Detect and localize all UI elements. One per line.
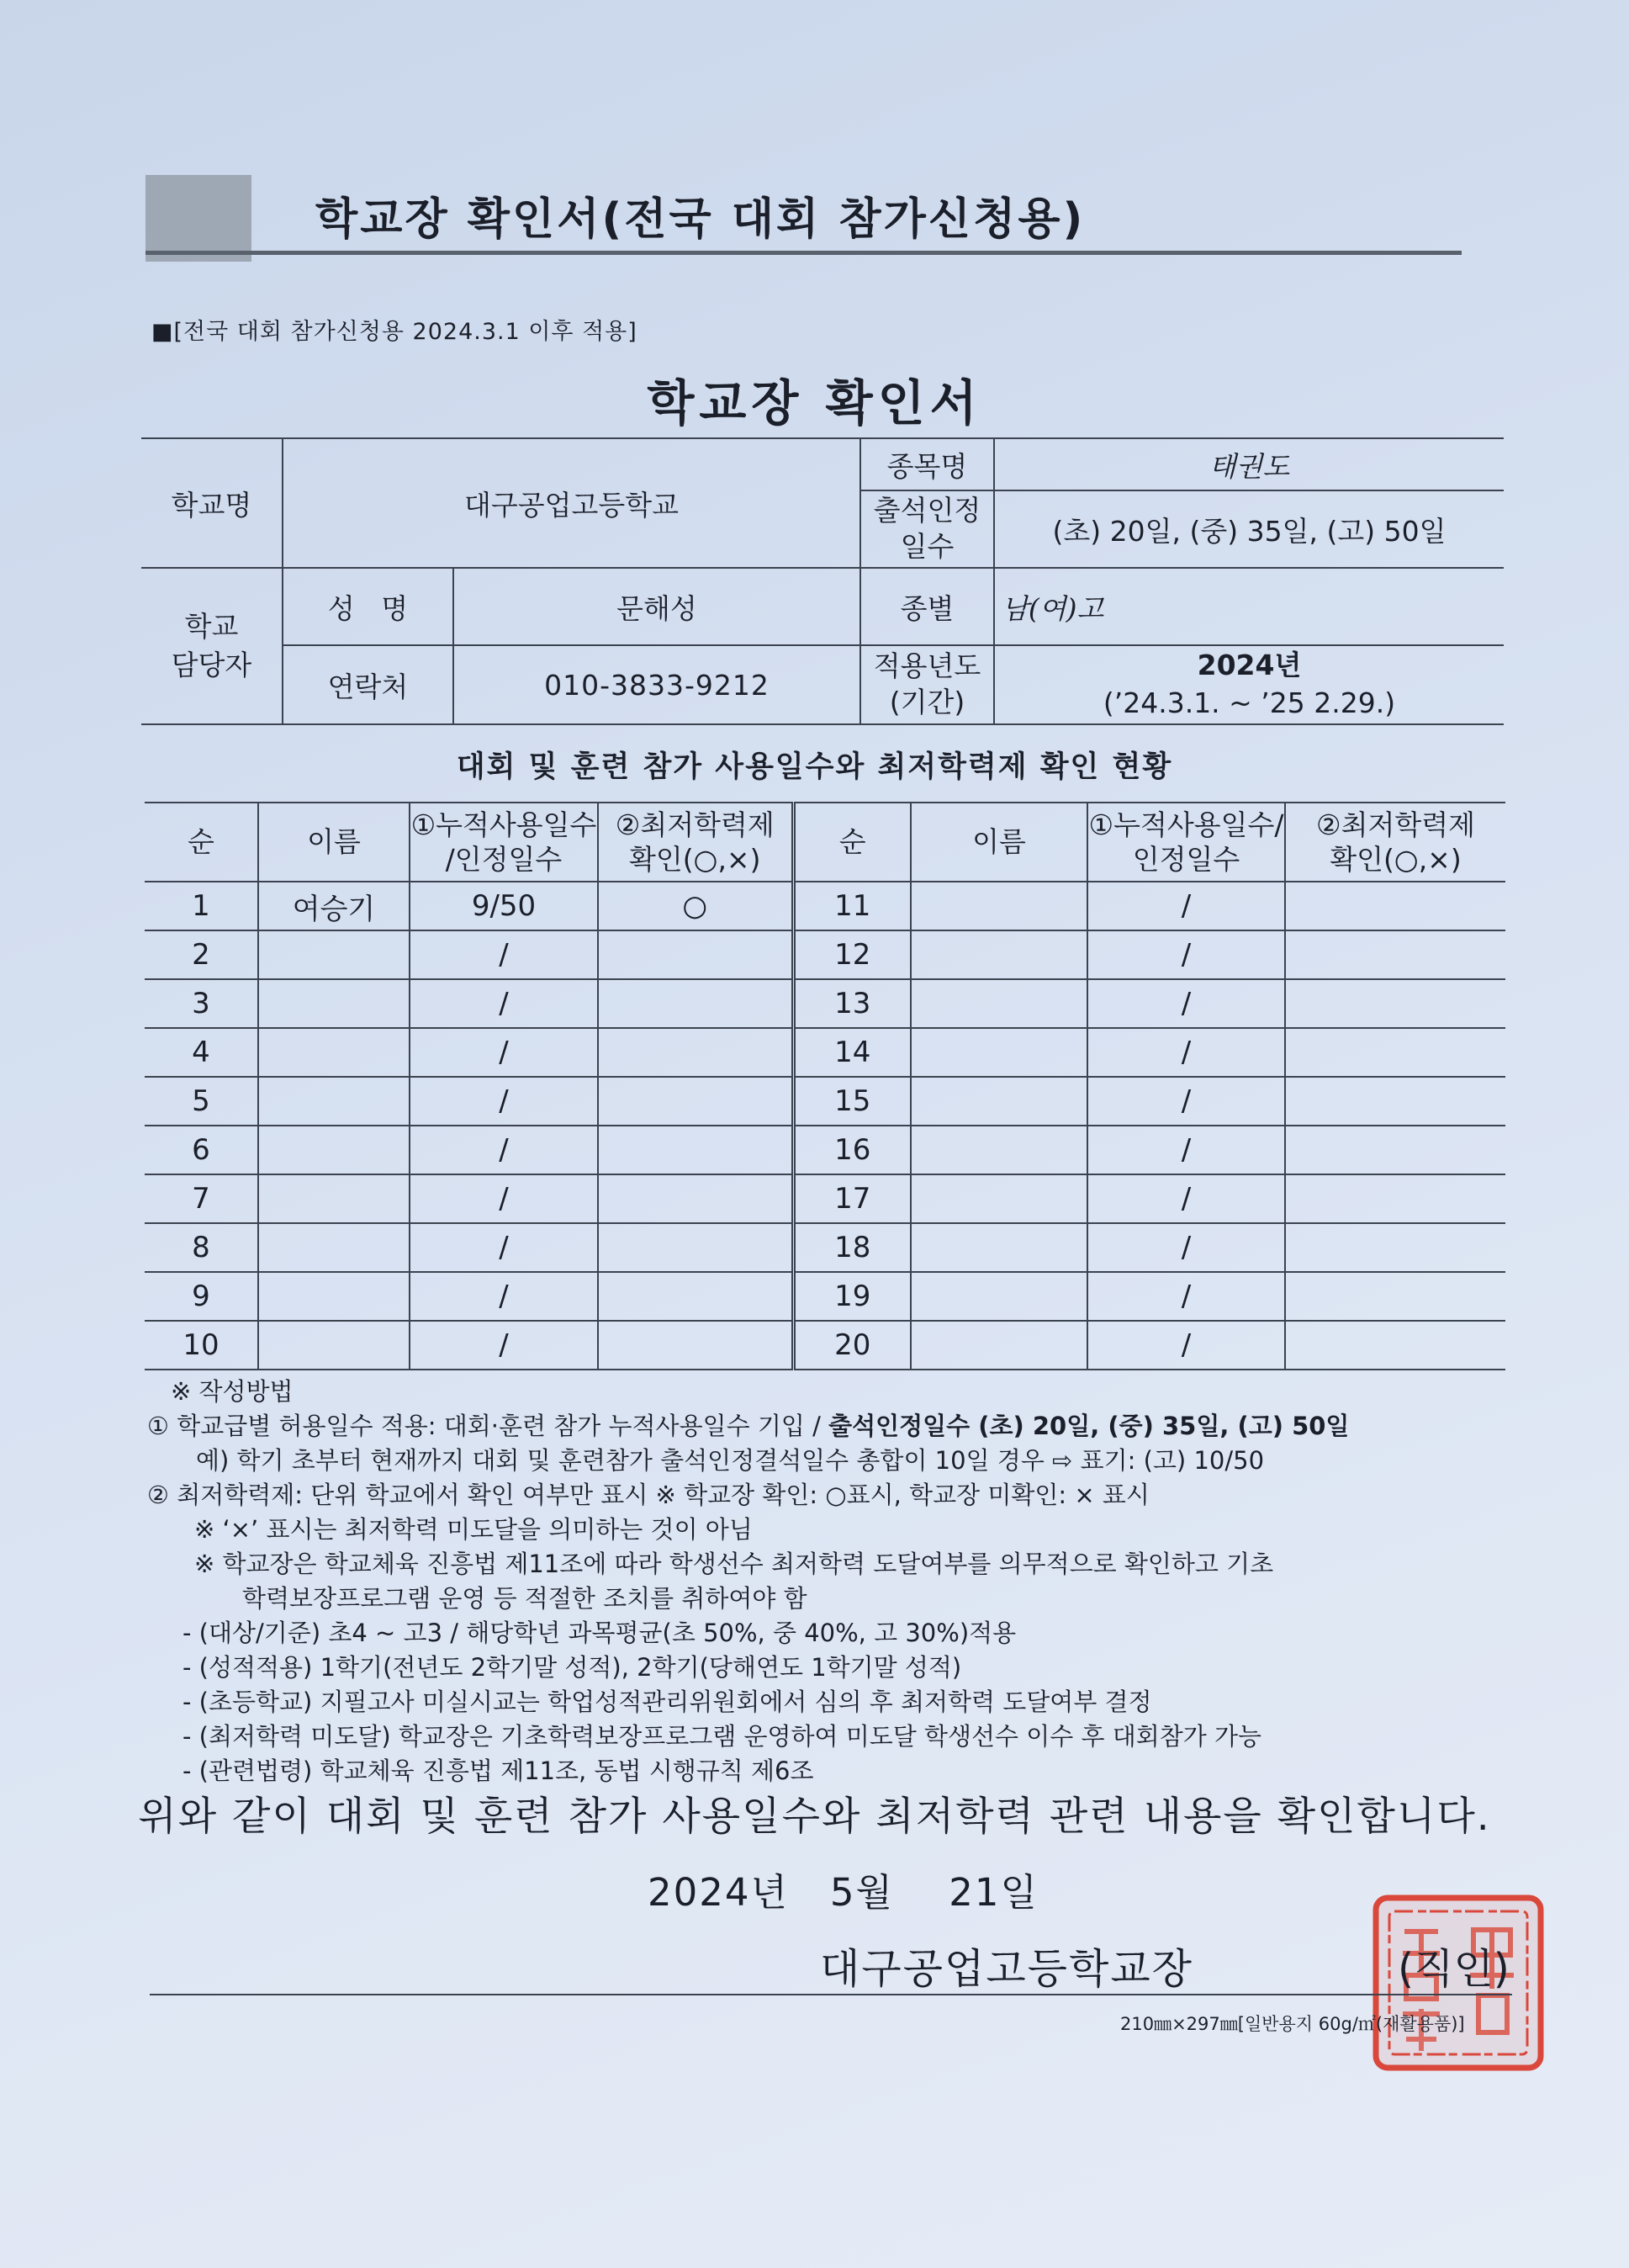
main-title: 학교장 확인서 [647,374,982,432]
cell-name [911,1077,1087,1126]
cell-days: / [1087,882,1285,930]
table-row [145,882,1505,930]
manager-label-line1: 학교 [184,609,239,643]
cell-name [258,1028,410,1077]
cell-no: 16 [793,1126,911,1174]
cell-name [911,1028,1087,1077]
cell-days: / [410,1174,598,1223]
instructions-heading: ※ 작성방법 [171,1377,294,1406]
col-check-right [1285,803,1505,882]
cell-days: / [410,1028,598,1077]
instruction-2-note-a: ※ ‘×’ 표시는 최저학력 미도달을 의미하는 것이 아님 [194,1515,753,1544]
cell-no: 12 [793,930,911,979]
col-check-left-line1: ②최저학력제 [615,808,775,841]
cell-no: 20 [793,1321,911,1370]
cell-name [258,979,410,1028]
detail-not-reached: - (최저학력 미도달) 학교장은 기초학력보장프로그램 운영하여 미도달 학생선수 이수 후 대회참가 가능 [182,1722,1262,1751]
table-row [145,1028,1505,1077]
cell-days: / [1087,1272,1285,1321]
header-rule [145,251,1462,255]
attendance-label-line1: 출석인정 [873,494,981,527]
cell-days: / [1087,1174,1285,1223]
cell-days: / [1087,930,1285,979]
cell-no: 5 [145,1077,258,1126]
cell-check [598,979,793,1028]
cell-name [911,1272,1087,1321]
cell-check [1285,1174,1505,1223]
cell-days: / [410,1223,598,1272]
cell-days: / [410,1272,598,1321]
year-label-line2: (기간) [889,686,965,718]
cell-no: 6 [145,1126,258,1174]
year-label-line1: 적용년도 [873,649,981,683]
cell-no: 3 [145,979,258,1028]
cell-check [598,1321,793,1370]
cell-check [1285,1272,1505,1321]
bottom-rule [150,1994,1512,1995]
cell-no: 4 [145,1028,258,1077]
header-title: 학교장 확인서(전국 대회 참가신청용) [315,194,1086,245]
cell-days: / [410,1321,598,1370]
cell-name [258,1223,410,1272]
cell-no: 8 [145,1223,258,1272]
cell-no: 11 [793,882,911,930]
col-name-right: 이름 [911,803,1087,882]
cell-check [598,1272,793,1321]
attendance-value: (초) 20일, (중) 35일, (고) 50일 [994,490,1504,568]
instruction-1-example: 예) 학기 초부터 현재까지 대회 및 훈련참가 출석인정결석일수 총합이 10일 경우 ⇨ 표기: (고) 10/50 [196,1446,1265,1475]
col-days-left-line2: /인정일수 [445,843,563,876]
cell-name [911,930,1087,979]
table-row [145,979,1505,1028]
cell-days: / [1087,1223,1285,1272]
col-no-right: 순 [793,803,911,882]
cell-days: / [1087,1321,1285,1370]
detail-law: - (관련법령) 학교체육 진흥법 제11조, 동법 시행규칙 제6조 [182,1757,814,1785]
col-check-left [598,803,793,882]
cell-no: 2 [145,930,258,979]
cell-days: / [410,979,598,1028]
cell-check [1285,1321,1505,1370]
cell-check [1285,882,1505,930]
roster-header-row [145,803,1505,882]
cell-no: 1 [145,882,258,930]
seal-label: (직인) [1398,1945,1510,1993]
table-row [145,1126,1505,1174]
cell-check: ○ [598,882,793,930]
cell-check [598,1174,793,1223]
cell-days: / [1087,979,1285,1028]
table-row [145,1272,1505,1321]
cell-no: 7 [145,1174,258,1223]
instructions [147,1375,1526,1788]
cell-no: 9 [145,1272,258,1321]
cell-name [911,1321,1087,1370]
col-check-right-line1: ②최저학력제 [1316,808,1475,841]
col-check-left-line2: 확인(○,×) [629,843,761,876]
year-label [860,645,994,724]
paper-spec: 210㎜×297㎜[일반용지 60g/㎡(재활용품)] [1120,2014,1465,2034]
header-gray-block [145,175,251,262]
cell-check [598,1126,793,1174]
table-row [145,1077,1505,1126]
cell-name [911,1174,1087,1223]
cell-check [598,930,793,979]
cell-days: / [1087,1126,1285,1174]
table-row [145,930,1505,979]
manager-label-line2: 담당자 [171,649,252,681]
cell-name [258,930,410,979]
application-notice: ■[전국 대회 참가신청용 2024.3.1 이후 적용] [151,319,637,345]
cell-no: 17 [793,1174,911,1223]
cell-name [258,1126,410,1174]
cell-check [1285,1028,1505,1077]
school-value: 대구공업고등학교 [283,438,860,568]
year-value-line1: 2024년 [1197,649,1302,682]
info-table [141,437,1504,725]
principal-signature-line: 대구공업고등학교장 [820,1945,1194,1993]
cell-check [1285,1126,1505,1174]
cell-check [1285,930,1505,979]
instruction-1-bold: 출석인정일수 (초) 20일, (중) 35일, (고) 50일 [828,1412,1350,1440]
year-value-line2: (’24.3.1. ~ ’25 2.29.) [1103,686,1396,719]
col-days-left [410,803,598,882]
contact-label: 연락처 [283,645,453,724]
cell-days: / [410,1126,598,1174]
cell-name [258,1321,410,1370]
attendance-label [860,490,994,568]
issue-date: 2024년 5월 21일 [648,1870,1039,1915]
attendance-label-line2: 일수 [900,530,955,563]
col-name-left: 이름 [258,803,410,882]
instruction-2: ② 최저학력제: 단위 학교에서 확인 여부만 표시 ※ 학교장 확인: ○표시, 학교장 미확인: × 표시 [147,1481,1150,1509]
table-row [145,1321,1505,1370]
name-value: 문해성 [453,568,860,645]
sport-label: 종목명 [860,438,994,490]
cell-name [911,1223,1087,1272]
col-days-right-line2: 인정일수 [1132,843,1240,876]
name-label: 성 명 [283,568,453,645]
cell-check [1285,1223,1505,1272]
cell-check [598,1077,793,1126]
instruction-1-text: ① 학교급별 허용일수 적용: 대회·훈련 참가 누적사용일수 기입 / [147,1412,829,1440]
year-value [994,645,1504,724]
cell-no: 15 [793,1077,911,1126]
cell-name [258,1077,410,1126]
cell-check [598,1223,793,1272]
col-days-right-line1: ①누적사용일수/ [1088,808,1284,841]
cell-name [258,1272,410,1321]
cell-check [598,1028,793,1077]
instruction-2-note-b2: 학력보장프로그램 운영 등 적절한 조치를 취하여야 함 [242,1584,807,1613]
cell-name: 여승기 [258,882,410,930]
detail-target: - (대상/기준) 초4 ~ 고3 / 해당학년 과목평균(초 50%, 중 40%, 고 30%)적용 [182,1619,1017,1647]
gender-label: 종별 [860,568,994,645]
col-check-right-line2: 확인(○,×) [1330,843,1462,876]
cell-no: 10 [145,1321,258,1370]
cell-days: / [410,930,598,979]
detail-grades: - (성적적용) 1학기(전년도 2학기말 성적), 2학기(당해연도 1학기말 성적) [182,1653,962,1682]
col-no-left: 순 [145,803,258,882]
cell-check [1285,1077,1505,1126]
gender-value: 남(여)고 [994,568,1504,645]
cell-days: 9/50 [410,882,598,930]
contact-value: 010-3833-9212 [453,645,860,724]
cell-days: / [410,1077,598,1126]
cell-days: / [1087,1077,1285,1126]
table-row [145,1174,1505,1223]
cell-no: 14 [793,1028,911,1077]
sport-value: 태권도 [994,438,1504,490]
cell-name [258,1174,410,1223]
detail-elementary: - (초등학교) 지필고사 미실시교는 학업성적관리위원회에서 심의 후 최저학력 도달여부 결정 [182,1688,1152,1716]
cell-name [911,979,1087,1028]
cell-no: 19 [793,1272,911,1321]
cell-name [911,1126,1087,1174]
col-days-left-line1: ①누적사용일수 [410,808,597,841]
table-row [145,1223,1505,1272]
cell-check [1285,979,1505,1028]
roster-title: 대회 및 훈련 참가 사용일수와 최저학력제 확인 현황 [456,750,1173,784]
confirmation-statement: 위와 같이 대회 및 훈련 참가 사용일수와 최저학력 관련 내용을 확인합니다. [138,1794,1491,1840]
cell-no: 18 [793,1223,911,1272]
cell-name [911,882,1087,930]
roster-table [145,802,1505,1370]
school-label: 학교명 [141,438,283,568]
cell-no: 13 [793,979,911,1028]
cell-days: / [1087,1028,1285,1077]
instruction-2-note-b1: ※ 학교장은 학교체육 진흥법 제11조에 따라 학생선수 최저학력 도달여부를 의무적으로 확인하고 기초 [194,1550,1274,1578]
manager-label [141,568,283,724]
instruction-1 [147,1409,1526,1444]
col-days-right [1087,803,1285,882]
